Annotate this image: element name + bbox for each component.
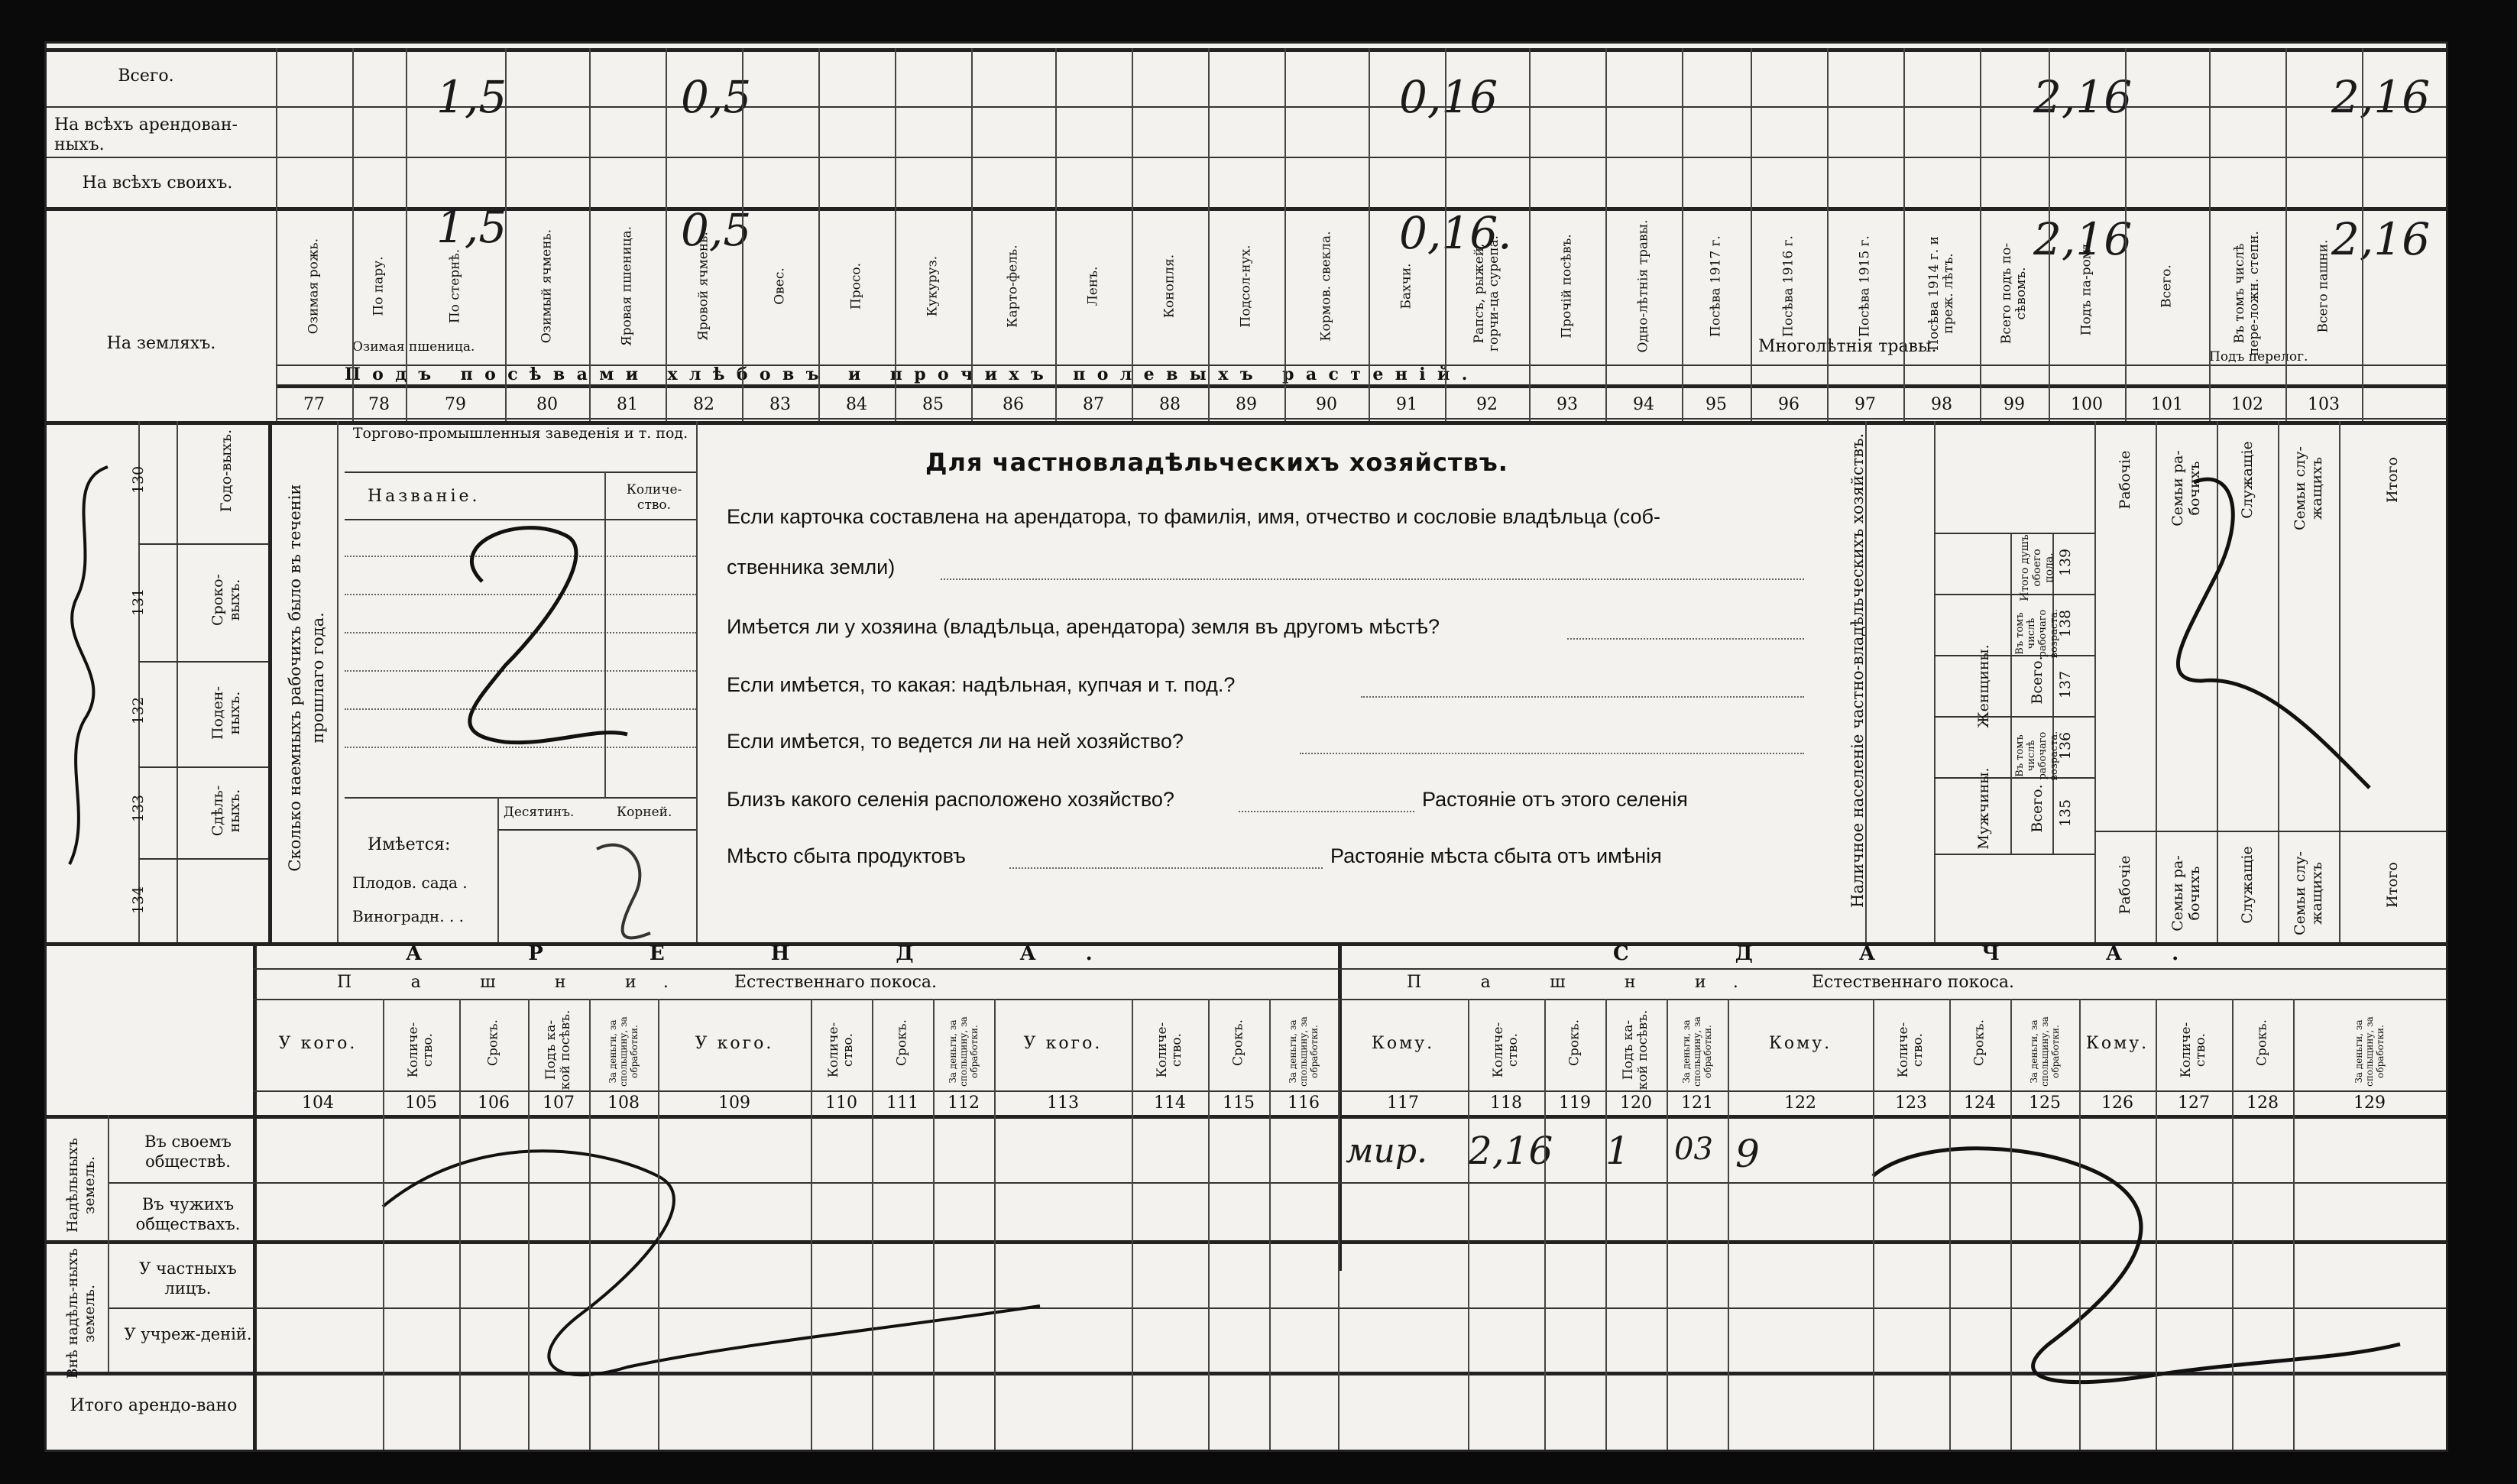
own-row-label: На всѣхъ своихъ. bbox=[82, 173, 233, 193]
pop-men-all: Всего. bbox=[2029, 784, 2046, 833]
lease-col-num-107: 107 bbox=[543, 1094, 575, 1113]
private-line-1: Если карточка составлена на арендатора, то фамилія, имя, отчество и сословіе владѣльца (соб- bbox=[727, 505, 1660, 528]
non-nadel-group-label: Внѣ надѣль-ныхъ земель. bbox=[64, 1248, 98, 1379]
lease-header-129: За деньги, за спольщину, за обработки. bbox=[2353, 1016, 2386, 1087]
lease-col-num-118: 118 bbox=[1490, 1094, 1522, 1113]
emp-staff-families-bottom: Семьи слу-жащихъ bbox=[2292, 851, 2325, 935]
emp-staff-families-top: Семьи слу-жащихъ bbox=[2292, 446, 2325, 530]
crop-col-num-102: 102 bbox=[2231, 395, 2263, 414]
private-line-5: Если имѣется, то ведется ли на ней хозяйство? bbox=[727, 730, 1184, 753]
hw-rye-total: 1,5 bbox=[436, 71, 507, 123]
crop-col-num-89: 89 bbox=[1236, 395, 1257, 414]
crop-col-num-94: 94 bbox=[1633, 395, 1654, 414]
workers-term: Сроко-выхъ. bbox=[209, 574, 243, 626]
hw-sdacha-qty: 2,16 bbox=[1468, 1129, 1553, 1173]
crop-header-85: Кукуруз. bbox=[925, 255, 941, 317]
women-label: Женщины. bbox=[1975, 644, 1992, 728]
leased-row-label: На всѣхъ арендован-ныхъ. bbox=[54, 115, 238, 154]
desyatin-header: Десятинъ. bbox=[504, 805, 575, 820]
pop-num-137: 137 bbox=[2057, 670, 2074, 699]
crop-header-99: Всего подъ по-сѣвомъ. bbox=[1999, 242, 2029, 345]
lease-col-num-108: 108 bbox=[607, 1094, 640, 1113]
hw-sdacha-pay: 9 bbox=[1735, 1132, 1760, 1176]
arenda-pokos: Естественнаго покоса. bbox=[734, 973, 938, 992]
private-line-8: Мѣсто сбыта продуктовъ bbox=[727, 844, 966, 867]
lease-col-num-124: 124 bbox=[1964, 1094, 1996, 1113]
crop-col-num-101: 101 bbox=[2151, 395, 2183, 414]
crop-col-num-78: 78 bbox=[368, 395, 390, 414]
crop-header-86: Карто-фель. bbox=[1005, 245, 1021, 328]
men-label: Мужчины. bbox=[1975, 767, 1992, 850]
row-private-persons: У частныхъ лицъ. bbox=[139, 1259, 237, 1298]
emp-total-top: Итого bbox=[2384, 457, 2401, 503]
hw-rye-own: 1,5 bbox=[436, 201, 507, 253]
crop-col-num-85: 85 bbox=[922, 395, 944, 414]
lease-col-num-119: 119 bbox=[1559, 1094, 1591, 1113]
on-lands-label: На земляхъ. bbox=[106, 334, 216, 353]
workers-annual: Годо-выхъ. bbox=[218, 429, 235, 513]
lease-header-109: У кого. bbox=[695, 1034, 774, 1053]
emp-workers-top: Рабочіе bbox=[2117, 450, 2133, 510]
row-other-communities: Въ чужихъ обществахъ. bbox=[135, 1195, 241, 1233]
private-line-7: Растояніе отъ этого селенія bbox=[1422, 788, 1688, 811]
private-line-3: Имѣется ли у хозяина (владѣльца, арендатора) земля въ другомъ мѣстѣ? bbox=[727, 615, 1440, 638]
lease-header-117: Кому. bbox=[1371, 1034, 1435, 1053]
lease-col-num-112: 112 bbox=[948, 1094, 980, 1113]
crop-header-78: По пару. bbox=[371, 256, 387, 316]
crop-header-95: Посѣва 1917 г. bbox=[1708, 235, 1724, 337]
hw-sdacha-whom: мир. bbox=[1346, 1132, 1427, 1171]
lease-col-num-105: 105 bbox=[405, 1094, 437, 1113]
private-title: Для частновладѣльческихъ хозяйствъ. bbox=[925, 448, 1508, 477]
hw-arable-total: 2,16 bbox=[2331, 71, 2431, 123]
crop-col-num-79: 79 bbox=[445, 395, 466, 414]
private-line-2: ственника земли) bbox=[727, 556, 896, 578]
emp-staff-bottom: Служащіе bbox=[2239, 846, 2256, 924]
crop-header-89: Подсол-нух. bbox=[1238, 245, 1254, 328]
crop-col-num-95: 95 bbox=[1706, 395, 1727, 414]
crop-header-101: Всего. bbox=[2159, 264, 2175, 308]
crop-col-num-83: 83 bbox=[769, 395, 791, 414]
private-line-6: Близъ какого селенія расположено хозяйство? bbox=[727, 788, 1174, 811]
row-own-community: Въ своемъ обществѣ. bbox=[144, 1132, 232, 1171]
lease-header-115: Срокъ. bbox=[1230, 1019, 1246, 1066]
private-line-4: Если имѣется, то какая: надѣльная, купчая и т. под.? bbox=[727, 673, 1236, 696]
crop-header-82: Яровой ячмень. bbox=[695, 232, 711, 341]
handwritten-strokes-lower bbox=[47, 1115, 2446, 1450]
winter-wheat-label: Озимая пшеница. bbox=[352, 339, 475, 355]
population-label: Наличное населеніе частно-владѣльческихъ хозяйствъ. bbox=[1848, 433, 1867, 908]
has-label: Имѣется: bbox=[368, 835, 451, 854]
trade-name-header: Названіе. bbox=[368, 487, 481, 506]
crop-col-num-90: 90 bbox=[1316, 395, 1337, 414]
workers-num-134: 134 bbox=[130, 886, 147, 915]
trade-title: Торгово-промышленныя заведенія и т. под. bbox=[352, 425, 688, 442]
crop-col-num-81: 81 bbox=[617, 395, 638, 414]
roots-header: Корней. bbox=[617, 805, 672, 820]
lease-header-116: За деньги, за спольщину, за обработки. bbox=[1288, 1016, 1320, 1087]
crop-col-num-92: 92 bbox=[1476, 395, 1498, 414]
crop-header-100: Подъ па-ромъ. bbox=[2078, 236, 2094, 336]
lease-col-num-127: 127 bbox=[2178, 1094, 2210, 1113]
lease-col-num-128: 128 bbox=[2247, 1094, 2279, 1113]
lease-col-num-106: 106 bbox=[478, 1094, 510, 1113]
vineyard-label: Виноградн. . . bbox=[352, 907, 465, 925]
lease-col-num-125: 125 bbox=[2029, 1094, 2061, 1113]
pop-num-136: 136 bbox=[2057, 731, 2074, 760]
emp-total-bottom: Итого bbox=[2384, 862, 2401, 908]
pop-num-138: 138 bbox=[2057, 609, 2074, 638]
handwritten-strokes-middle bbox=[47, 421, 2446, 942]
lease-col-num-123: 123 bbox=[1895, 1094, 1927, 1113]
crop-header-88: Конопля. bbox=[1161, 254, 1178, 319]
lease-header-108: За деньги, за спольщину, за обработки. bbox=[607, 1016, 640, 1087]
lease-col-num-122: 122 bbox=[1784, 1094, 1816, 1113]
pop-num-135: 135 bbox=[2057, 799, 2074, 828]
hw-sown-own: 2,16 bbox=[2033, 213, 2133, 265]
row-institutions: У учреж-деній. bbox=[124, 1325, 252, 1343]
lease-header-126: Кому. bbox=[2085, 1034, 2149, 1053]
lease-col-num-110: 110 bbox=[825, 1094, 857, 1113]
crop-header-80: Озимый ячмень. bbox=[539, 228, 555, 344]
arenda-title: А Р Е Н Д А. bbox=[406, 942, 1142, 965]
sdacha-title: С Д А Ч А. bbox=[1613, 942, 2229, 965]
lease-col-num-113: 113 bbox=[1047, 1094, 1079, 1113]
hw-melon-own: 0,16. bbox=[1399, 207, 1512, 259]
pop-women-working: Въ томъ числѣ рабочаго возраста. bbox=[2014, 608, 2060, 659]
lease-header-107: Подъ ка-кой посѣвъ. bbox=[543, 1009, 573, 1090]
lease-header-104: У кого. bbox=[278, 1034, 358, 1053]
crop-col-num-96: 96 bbox=[1778, 395, 1799, 414]
crop-header-103: Всего пашни. bbox=[2315, 239, 2331, 333]
lease-col-num-120: 120 bbox=[1620, 1094, 1652, 1113]
lease-header-111: Срокъ. bbox=[894, 1019, 910, 1066]
crops-banner: Подъ посѣвами хлѣбовъ и прочихъ полевыхъ растеній. bbox=[345, 365, 1479, 384]
lease-col-num-129: 129 bbox=[2353, 1094, 2386, 1113]
lease-col-num-117: 117 bbox=[1387, 1094, 1419, 1113]
orchard-label: Плодов. сада . bbox=[352, 873, 468, 892]
crop-col-num-97: 97 bbox=[1855, 395, 1876, 414]
fallow-label: Подъ перелог. bbox=[2209, 349, 2308, 365]
sdacha-pashni: П а ш н и. bbox=[1407, 973, 1766, 992]
hw-melon-total: 0,16 bbox=[1399, 71, 1498, 123]
lease-col-num-116: 116 bbox=[1288, 1094, 1320, 1113]
lease-header-106: Срокъ. bbox=[485, 1019, 501, 1066]
crop-header-90: Кормов. свекла. bbox=[1318, 231, 1334, 342]
workers-num-132: 132 bbox=[130, 696, 147, 725]
total-row-label: Всего. bbox=[118, 66, 174, 86]
crop-header-87: Ленъ. bbox=[1085, 266, 1101, 306]
crop-col-num-87: 87 bbox=[1083, 395, 1104, 414]
crop-header-98: Посѣва 1914 г. и преж. лѣтъ. bbox=[1926, 236, 1956, 351]
crop-col-num-99: 99 bbox=[2004, 395, 2025, 414]
lease-col-num-121: 121 bbox=[1681, 1094, 1713, 1113]
crop-header-102: Въ томъ числѣ пере-ложн. степн. bbox=[2232, 231, 2262, 356]
lease-col-num-126: 126 bbox=[2101, 1094, 2133, 1113]
nadel-group-label: Надѣльныхъ земель. bbox=[64, 1137, 98, 1233]
lease-col-num-109: 109 bbox=[718, 1094, 750, 1113]
emp-staff-top: Служащіе bbox=[2239, 441, 2256, 519]
hw-barley-own: 0,5 bbox=[681, 204, 752, 256]
crop-header-92: Рапсъ, рыжей, горчи-ца сурепа. bbox=[1472, 235, 1501, 352]
census-card bbox=[44, 41, 2448, 1452]
crop-header-84: Просо. bbox=[848, 262, 864, 310]
lease-header-105: Количе-ство. bbox=[406, 1022, 436, 1078]
pop-total: Итого душъ обоего пола. bbox=[2019, 534, 2055, 601]
lease-header-121: За деньги, за спольщину, за обработки. bbox=[1681, 1016, 1713, 1087]
pop-num-139: 139 bbox=[2057, 548, 2074, 577]
arenda-pashni: П а ш н и. bbox=[337, 973, 696, 992]
emp-worker-families-bottom: Семьи ра-бочихъ bbox=[2169, 855, 2203, 932]
lease-header-123: Количе-ство. bbox=[1896, 1022, 1926, 1078]
crop-header-81: Яровая пшеница. bbox=[619, 226, 635, 347]
lease-header-120: Подъ ка-кой посѣвъ. bbox=[1621, 1009, 1650, 1090]
lease-header-118: Количе-ство. bbox=[1491, 1022, 1521, 1078]
lease-header-113: У кого. bbox=[1023, 1034, 1103, 1053]
lease-header-110: Количе-ство. bbox=[826, 1022, 856, 1078]
pop-men-working: Въ томъ числѣ рабочаго возраста. bbox=[2014, 731, 2060, 781]
lease-col-num-111: 111 bbox=[886, 1094, 918, 1113]
lease-header-124: Срокъ. bbox=[1971, 1019, 1987, 1066]
row-total-leased: Итого арендо-вано bbox=[70, 1396, 238, 1415]
crop-col-num-93: 93 bbox=[1557, 395, 1578, 414]
crop-col-num-84: 84 bbox=[846, 395, 867, 414]
hw-arable-own: 2,16 bbox=[2331, 213, 2431, 265]
private-line-9: Растояніе мѣста сбыта отъ имѣнія bbox=[1330, 844, 1662, 867]
crop-header-91: Бахчи. bbox=[1398, 263, 1414, 309]
workers-num-133: 133 bbox=[130, 794, 147, 823]
crop-header-77: Озимая рожь. bbox=[306, 238, 322, 335]
crop-header-96: Посѣва 1916 г. bbox=[1780, 235, 1796, 337]
workers-daily: Поден-ныхъ. bbox=[209, 685, 243, 740]
crop-col-num-86: 86 bbox=[1003, 395, 1024, 414]
crop-header-79: По стернѣ. bbox=[447, 248, 463, 324]
crop-col-num-100: 100 bbox=[2071, 395, 2103, 414]
crop-col-num-82: 82 bbox=[693, 395, 714, 414]
lease-col-num-114: 114 bbox=[1154, 1094, 1186, 1113]
lease-header-114: Количе-ство. bbox=[1155, 1022, 1184, 1078]
crop-header-83: Овес. bbox=[772, 267, 788, 305]
crop-col-num-98: 98 bbox=[1931, 395, 1952, 414]
lease-header-127: Количе-ство. bbox=[2178, 1022, 2208, 1078]
crop-header-93: Прочій посѣвъ. bbox=[1559, 234, 1575, 339]
hw-sown-total: 2,16 bbox=[2033, 71, 2133, 123]
lease-header-119: Срокъ. bbox=[1566, 1019, 1582, 1066]
crop-col-num-103: 103 bbox=[2308, 395, 2340, 414]
lease-header-112: За деньги, за спольщину, за обработки. bbox=[948, 1016, 980, 1087]
perennial-label: Многолѣтнія травы. bbox=[1758, 337, 1937, 356]
workers-num-131: 131 bbox=[130, 588, 147, 617]
hired-workers-label: Сколько наемныхъ рабочихъ было въ теченіи прошлаго года. bbox=[286, 484, 327, 872]
crop-col-num-77: 77 bbox=[303, 395, 325, 414]
crop-header-97: Посѣва 1915 г. bbox=[1857, 235, 1873, 337]
hw-barley-total: 0,5 bbox=[681, 71, 752, 123]
lease-header-128: Срокъ. bbox=[2254, 1019, 2270, 1066]
hw-sdacha-crop: 03 bbox=[1674, 1132, 1713, 1167]
crop-col-num-88: 88 bbox=[1159, 395, 1181, 414]
lease-col-num-104: 104 bbox=[302, 1094, 334, 1113]
crop-col-num-80: 80 bbox=[536, 395, 558, 414]
workers-num-130: 130 bbox=[130, 465, 147, 494]
lease-col-num-115: 115 bbox=[1223, 1094, 1255, 1113]
lease-header-122: Кому. bbox=[1768, 1034, 1832, 1053]
emp-workers-bottom: Рабочіе bbox=[2117, 855, 2133, 915]
lease-header-125: За деньги, за спольщину, за обработки. bbox=[2029, 1016, 2061, 1087]
trade-qty-header: Количе-ство. bbox=[626, 482, 682, 513]
crop-col-num-91: 91 bbox=[1396, 395, 1417, 414]
emp-worker-families-top: Семьи ра-бочихъ bbox=[2169, 450, 2203, 527]
sdacha-pokos: Естественнаго покоса. bbox=[1812, 973, 2015, 992]
hw-sdacha-term: 1 bbox=[1605, 1129, 1630, 1173]
workers-piece: Сдѣль-ныхъ. bbox=[209, 785, 243, 837]
crop-header-94: Одно-лѣтнія травы. bbox=[1635, 219, 1651, 353]
pop-women-all: Всего. bbox=[2029, 656, 2046, 705]
